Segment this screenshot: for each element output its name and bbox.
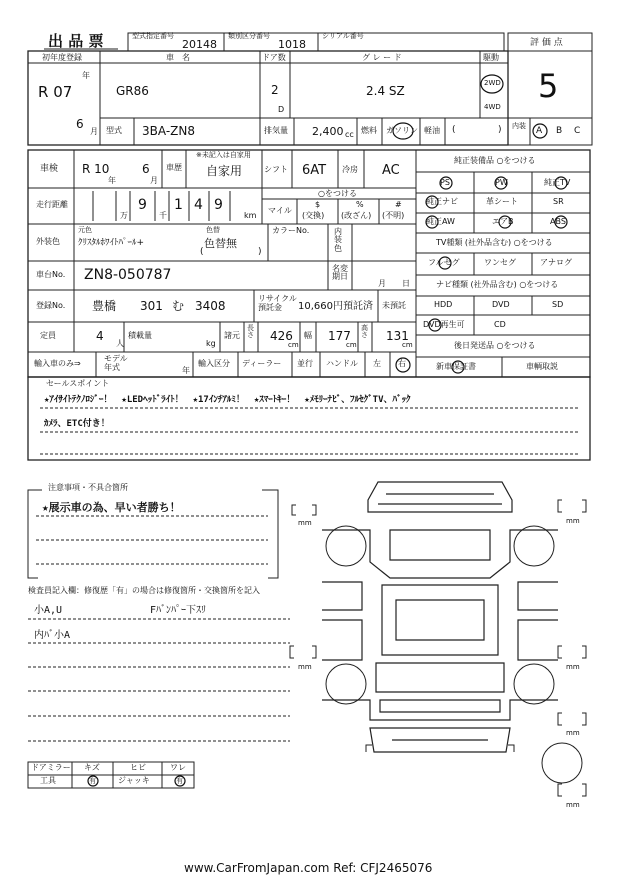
grade: 2.4 SZ bbox=[366, 84, 405, 98]
interior-b: B bbox=[556, 126, 563, 136]
drive-4wd: 4WD bbox=[484, 103, 501, 111]
opt-oem-tv: 純正TV bbox=[544, 178, 571, 187]
interior-c: C bbox=[574, 126, 581, 136]
model-value: 3BA-ZN8 bbox=[142, 124, 195, 138]
mm-rear-left: mm bbox=[298, 663, 312, 671]
type-cert-label: 型式指定番号 bbox=[132, 32, 174, 40]
grade-label: グ レ ー ド bbox=[362, 53, 402, 62]
mm-front-right: mm bbox=[566, 517, 580, 525]
mm-front-left: mm bbox=[298, 519, 312, 527]
handle-label: ハンドル bbox=[326, 359, 358, 368]
category-value: 1018 bbox=[278, 38, 306, 51]
interior-a: A bbox=[536, 126, 543, 136]
inspector-entry-1a: 小A,U bbox=[34, 605, 63, 616]
inspection-label: 車検 bbox=[40, 164, 59, 174]
later-header: 後日発送品 ○をつける bbox=[454, 341, 536, 350]
mileage-sen-unit: 千 bbox=[159, 211, 167, 220]
sales-line-1: ★ｱｲｻｲﾄﾃｸﾉﾛｼﾞｰ！ ★LEDﾍｯﾄﾞﾗｲﾄ！ ★17ｲﾝﾁｱﾙﾐ！ ★ｽﾏｰﾄｷｰ！ ★ﾒﾓﾘｰﾅﾋﾞ、ﾌﾙｾｸﾞTV、ﾊﾞｯｸ bbox=[44, 395, 411, 405]
fuel-diesel: 軽油 bbox=[424, 126, 440, 135]
mileage-digit-1: 1 bbox=[174, 197, 183, 213]
opt-sr: SR bbox=[553, 197, 564, 206]
navi-dvd: DVD bbox=[492, 300, 510, 309]
opt-pw: PW bbox=[495, 178, 508, 187]
shift-value: 6AT bbox=[302, 163, 327, 178]
recycle-label: リサイクル預託金 bbox=[258, 294, 297, 312]
tv-fullseg: フルセグ bbox=[428, 258, 460, 267]
tv-header: TV種類 (社外品含む) ○をつける bbox=[436, 238, 553, 247]
mm-rear-right: mm bbox=[566, 663, 580, 671]
displacement-label: 排気量 bbox=[264, 126, 288, 135]
fuel-label: 燃料 bbox=[361, 126, 377, 135]
car-name-label: 車 名 bbox=[166, 53, 190, 62]
spec-label: 諸元 bbox=[224, 331, 240, 340]
legend-scratch: キズ bbox=[84, 763, 100, 772]
color-current-label: 色替 bbox=[206, 226, 220, 234]
first-reg-month: 6 bbox=[76, 117, 84, 131]
first-reg-label: 初年度登録 bbox=[42, 53, 82, 62]
capacity-label: 定員 bbox=[40, 331, 56, 340]
registration-kana: む bbox=[172, 299, 185, 313]
first-reg-year-unit: 年 bbox=[82, 71, 90, 80]
doors: 2 bbox=[271, 83, 279, 97]
mileage-mile: マイル bbox=[268, 206, 292, 215]
chassis-label: 車台No. bbox=[36, 270, 66, 279]
first-reg-era: R 07 bbox=[38, 83, 73, 101]
sales-line-2: ｶﾒﾗ、ETC付き！ bbox=[44, 419, 110, 429]
legend-crack: ヒビ bbox=[130, 763, 146, 772]
handle-left: 左 bbox=[373, 359, 381, 368]
mileage-thousand: 9 bbox=[138, 197, 147, 213]
legend-break: ワレ bbox=[170, 763, 186, 772]
fuel-gasoline: ガソリン bbox=[386, 126, 418, 135]
displacement-unit: cc bbox=[345, 130, 354, 139]
history-label: 車歴 bbox=[166, 163, 182, 172]
later-warranty: 新車保証書 bbox=[436, 362, 476, 371]
category-label: 類別区分番号 bbox=[228, 32, 270, 40]
color-original-label: 元色 bbox=[78, 226, 92, 234]
mileage-circle-note: ○をつける bbox=[318, 189, 357, 198]
opt-ps: PS bbox=[440, 178, 450, 187]
drive-label: 駆動 bbox=[483, 53, 499, 62]
legend-door-mirror: ドアミラー bbox=[31, 763, 71, 772]
interior-label: 内装 bbox=[512, 122, 526, 130]
inspection-month: 6 bbox=[142, 162, 150, 176]
history-value: 自家用 bbox=[206, 164, 243, 178]
opt-leather: 革シート bbox=[486, 197, 518, 206]
width-value: 177 bbox=[328, 329, 351, 343]
registration-label: 登録No. bbox=[36, 301, 66, 310]
model-label: 型式 bbox=[106, 126, 122, 135]
sales-label: セールスポイント bbox=[46, 379, 110, 388]
navi-cd: CD bbox=[494, 320, 506, 329]
import-label: 輸入車のみ⇒ bbox=[34, 359, 81, 368]
door-suffix: D bbox=[278, 105, 285, 114]
inspector-entry-1b: Fﾊﾞﾝﾊﾟｰ下ｽﾘ bbox=[150, 605, 207, 616]
height-value: 131 bbox=[386, 329, 409, 343]
notes-line-1: ★展示車の為、早い者勝ち！ bbox=[42, 501, 181, 514]
navi-dvd-play: DVD再生可 bbox=[423, 320, 465, 329]
later-manual: 車輌取説 bbox=[526, 362, 558, 371]
load-label: 積載量 bbox=[128, 331, 152, 340]
first-reg-month-unit: 月 bbox=[90, 127, 98, 136]
color-current: 色替無 bbox=[204, 237, 237, 250]
mileage-unknown: (不明) bbox=[382, 211, 405, 220]
eval-score: 5 bbox=[538, 67, 559, 105]
footer-ref: www.CarFromJapan.com Ref: CFJ2465076 bbox=[184, 861, 433, 875]
navi-sd: SD bbox=[552, 300, 564, 309]
navi-header: ナビ種類 (社外品含む) ○をつける bbox=[436, 280, 559, 289]
import-type-label: 輸入区分 bbox=[198, 359, 230, 368]
chassis-value: ZN8-050787 bbox=[84, 267, 172, 283]
length-value: 426 bbox=[270, 329, 293, 343]
inspector-label: 検査員記入欄：修復歴「有」の場合は修復箇所・交換箇所を記入 bbox=[28, 586, 260, 595]
registration-area: 豊橋 bbox=[92, 299, 117, 313]
shift-label: シフト bbox=[264, 165, 288, 174]
navi-hdd: HDD bbox=[434, 300, 453, 309]
displacement-value: 2,400 bbox=[312, 125, 344, 138]
opt-oem-navi: 純正ナビ bbox=[426, 197, 458, 206]
mileage-digit-2: 4 bbox=[194, 197, 203, 213]
notes-label: 注意事項・不具合箇所 bbox=[48, 483, 128, 492]
serial-label: シリアル番号 bbox=[322, 32, 364, 40]
inspector-entry-2: 内ﾊﾞ小A bbox=[34, 630, 71, 641]
mileage-exchange: (交換) bbox=[302, 211, 325, 220]
mileage-man-unit: 万 bbox=[120, 211, 128, 220]
recycle-none: 未預託 bbox=[382, 301, 406, 310]
mileage-km: km bbox=[244, 211, 257, 220]
mm-spare-bottom: mm bbox=[566, 801, 580, 809]
capacity-value: 4 bbox=[96, 329, 104, 343]
mileage-digit-3: 9 bbox=[214, 197, 223, 213]
history-note: ※未記入は自家用 bbox=[196, 151, 251, 159]
doors-label: ドア数 bbox=[262, 53, 286, 62]
ac-value: AC bbox=[382, 163, 400, 178]
tv-analog: アナログ bbox=[540, 258, 572, 267]
mileage-hash: # bbox=[395, 200, 402, 209]
registration-number: 3408 bbox=[195, 299, 226, 313]
inspection-value: R 10 bbox=[82, 162, 110, 176]
oem-header: 純正装備品 ○をつける bbox=[454, 156, 536, 165]
legend-jack: ジャッキ bbox=[118, 776, 150, 785]
opt-airbag: エアB bbox=[492, 217, 514, 226]
import-parallel: 並行 bbox=[297, 359, 313, 368]
inspection-month-unit: 月 bbox=[150, 176, 158, 185]
drive-2wd: 2WD bbox=[484, 79, 501, 87]
opt-oem-aw: 純正AW bbox=[426, 217, 455, 226]
opt-abs: ABS bbox=[550, 217, 566, 226]
handle-right: 右 bbox=[398, 359, 406, 368]
interior-color-label: 内装色 bbox=[334, 227, 342, 253]
form-title: 出 品 票 bbox=[48, 32, 104, 50]
import-dealer: ディーラー bbox=[242, 359, 282, 368]
mileage-altered: (改ざん) bbox=[341, 211, 372, 220]
inspection-year-unit: 年 bbox=[108, 176, 116, 185]
mileage-label: 走行距離 bbox=[36, 200, 68, 209]
model-year-label: モデル年式 bbox=[104, 354, 128, 372]
mm-spare-top: mm bbox=[566, 729, 580, 737]
car-name: GR86 bbox=[116, 84, 149, 98]
eval-label: 評 価 点 bbox=[530, 38, 563, 48]
legend-tools: 工具 bbox=[40, 776, 56, 785]
color-original: ｸﾘｽﾀﾙﾎﾜｲﾄﾊﾟｰﾙ+ bbox=[78, 238, 145, 248]
mileage-dollar: $ bbox=[315, 200, 321, 209]
recycle-value: 10,660円預託済 bbox=[298, 301, 373, 312]
type-cert-value: 20148 bbox=[182, 38, 217, 51]
name-change-label: 名変期日 bbox=[332, 264, 348, 282]
registration-class: 301 bbox=[140, 299, 163, 313]
ac-label: 冷房 bbox=[342, 165, 358, 174]
legend-tools-have: 有 bbox=[89, 777, 96, 785]
color-no-label: カラーNo. bbox=[272, 226, 310, 235]
tv-oneseg: ワンセグ bbox=[484, 258, 516, 267]
mileage-percent: % bbox=[356, 200, 364, 209]
color-label: 外装色 bbox=[36, 237, 60, 246]
legend-jack-have: 有 bbox=[176, 777, 183, 785]
